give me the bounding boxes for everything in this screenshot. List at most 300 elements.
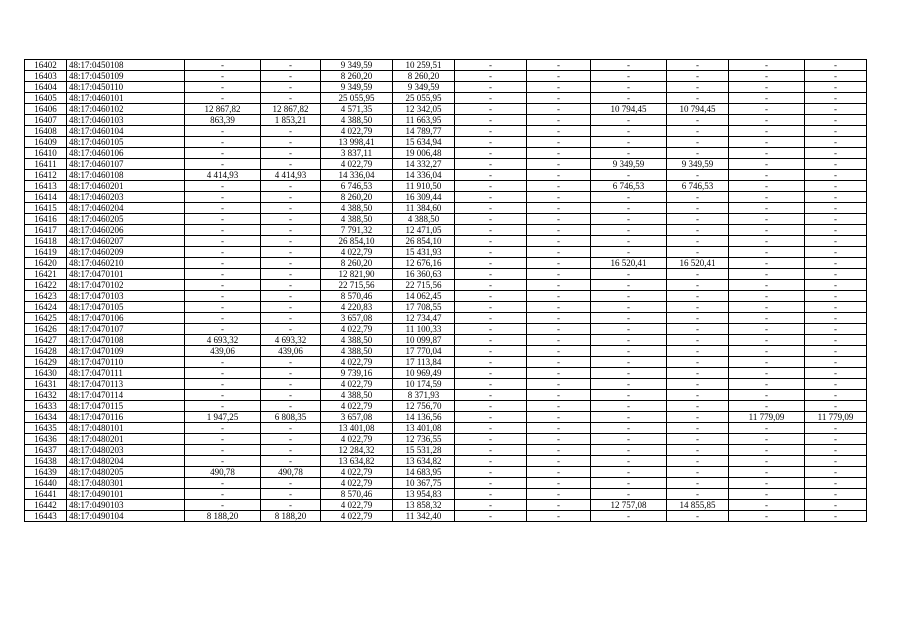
- value-cell: -: [805, 126, 867, 137]
- value-cell: -: [261, 390, 321, 401]
- value-cell: -: [261, 247, 321, 258]
- value-cell: 9 349,59: [321, 60, 393, 71]
- value-cell: -: [805, 247, 867, 258]
- row-number-cell: 16407: [25, 115, 67, 126]
- value-cell: 14 855,85: [667, 500, 729, 511]
- value-cell: -: [729, 181, 805, 192]
- value-cell: -: [261, 357, 321, 368]
- value-cell: -: [261, 291, 321, 302]
- value-cell: -: [527, 313, 591, 324]
- value-cell: -: [591, 247, 667, 258]
- value-cell: -: [667, 335, 729, 346]
- cadastral-number-cell: 48:17:0470115: [67, 401, 185, 412]
- value-cell: -: [261, 181, 321, 192]
- value-cell: -: [185, 379, 261, 390]
- value-cell: 13 401,08: [393, 423, 455, 434]
- value-cell: 490,78: [185, 467, 261, 478]
- value-cell: -: [729, 269, 805, 280]
- value-cell: -: [805, 225, 867, 236]
- value-cell: -: [805, 423, 867, 434]
- value-cell: -: [805, 137, 867, 148]
- value-cell: -: [805, 511, 867, 522]
- value-cell: 16 360,63: [393, 269, 455, 280]
- cadastral-number-cell: 48:17:0460201: [67, 181, 185, 192]
- value-cell: 14 332,27: [393, 159, 455, 170]
- value-cell: -: [261, 423, 321, 434]
- value-cell: 4 388,50: [321, 390, 393, 401]
- row-number-cell: 16415: [25, 203, 67, 214]
- value-cell: -: [261, 148, 321, 159]
- value-cell: -: [667, 115, 729, 126]
- row-number-cell: 16421: [25, 269, 67, 280]
- cadastral-number-cell: 48:17:0450108: [67, 60, 185, 71]
- value-cell: -: [667, 170, 729, 181]
- value-cell: -: [729, 489, 805, 500]
- value-cell: 4 220,83: [321, 302, 393, 313]
- value-cell: -: [185, 456, 261, 467]
- value-cell: -: [455, 225, 527, 236]
- table-row: [25, 104, 867, 115]
- value-cell: -: [591, 291, 667, 302]
- value-cell: -: [591, 445, 667, 456]
- value-cell: -: [455, 115, 527, 126]
- value-cell: -: [591, 137, 667, 148]
- value-cell: 13 858,32: [393, 500, 455, 511]
- value-cell: -: [455, 93, 527, 104]
- value-cell: -: [185, 126, 261, 137]
- value-cell: -: [527, 258, 591, 269]
- value-cell: -: [527, 390, 591, 401]
- value-cell: 8 188,20: [261, 511, 321, 522]
- value-cell: 11 100,33: [393, 324, 455, 335]
- value-cell: 13 954,83: [393, 489, 455, 500]
- value-cell: 8 570,46: [321, 291, 393, 302]
- table-row: [25, 126, 867, 137]
- value-cell: 4 571,35: [321, 104, 393, 115]
- cadastral-number-cell: 48:17:0470107: [67, 324, 185, 335]
- value-cell: -: [455, 71, 527, 82]
- value-cell: -: [591, 379, 667, 390]
- value-cell: -: [527, 489, 591, 500]
- value-cell: -: [805, 357, 867, 368]
- value-cell: 17 708,55: [393, 302, 455, 313]
- value-cell: -: [527, 280, 591, 291]
- row-number-cell: 16443: [25, 511, 67, 522]
- value-cell: -: [455, 181, 527, 192]
- table-row: [25, 192, 867, 203]
- table-row: [25, 148, 867, 159]
- table-row: [25, 390, 867, 401]
- table-row: [25, 269, 867, 280]
- cadastral-number-cell: 48:17:0490101: [67, 489, 185, 500]
- value-cell: -: [185, 324, 261, 335]
- value-cell: -: [729, 60, 805, 71]
- value-cell: 8 188,20: [185, 511, 261, 522]
- value-cell: -: [261, 71, 321, 82]
- value-cell: -: [185, 192, 261, 203]
- value-cell: 15 431,93: [393, 247, 455, 258]
- value-cell: 4 388,50: [321, 214, 393, 225]
- value-cell: -: [667, 71, 729, 82]
- value-cell: -: [805, 368, 867, 379]
- value-cell: -: [261, 280, 321, 291]
- value-cell: -: [455, 60, 527, 71]
- value-cell: -: [591, 170, 667, 181]
- value-cell: -: [185, 214, 261, 225]
- value-cell: -: [455, 467, 527, 478]
- row-number-cell: 16430: [25, 368, 67, 379]
- value-cell: -: [729, 225, 805, 236]
- row-number-cell: 16419: [25, 247, 67, 258]
- row-number-cell: 16434: [25, 412, 67, 423]
- value-cell: -: [185, 247, 261, 258]
- value-cell: -: [185, 390, 261, 401]
- cadastral-number-cell: 48:17:0460107: [67, 159, 185, 170]
- value-cell: -: [527, 214, 591, 225]
- table-row: [25, 82, 867, 93]
- value-cell: 11 779,09: [729, 412, 805, 423]
- value-cell: -: [261, 236, 321, 247]
- value-cell: -: [455, 456, 527, 467]
- value-cell: -: [667, 291, 729, 302]
- value-cell: -: [261, 401, 321, 412]
- value-cell: -: [261, 434, 321, 445]
- value-cell: 10 099,87: [393, 335, 455, 346]
- value-cell: -: [455, 148, 527, 159]
- table-row: [25, 423, 867, 434]
- row-number-cell: 16422: [25, 280, 67, 291]
- cadastral-number-cell: 48:17:0480301: [67, 478, 185, 489]
- cadastral-number-cell: 48:17:0460203: [67, 192, 185, 203]
- value-cell: -: [805, 71, 867, 82]
- value-cell: -: [591, 467, 667, 478]
- value-cell: 4 022,79: [321, 324, 393, 335]
- row-number-cell: 16427: [25, 335, 67, 346]
- value-cell: -: [591, 335, 667, 346]
- value-cell: -: [527, 401, 591, 412]
- value-cell: -: [591, 71, 667, 82]
- value-cell: -: [805, 115, 867, 126]
- value-cell: -: [667, 511, 729, 522]
- cadastral-number-cell: 48:17:0470110: [67, 357, 185, 368]
- value-cell: 4 693,32: [185, 335, 261, 346]
- row-number-cell: 16426: [25, 324, 67, 335]
- cadastral-number-cell: 48:17:0480204: [67, 456, 185, 467]
- value-cell: 10 259,51: [393, 60, 455, 71]
- value-cell: -: [185, 489, 261, 500]
- row-number-cell: 16423: [25, 291, 67, 302]
- value-cell: 16 309,44: [393, 192, 455, 203]
- row-number-cell: 16414: [25, 192, 67, 203]
- value-cell: -: [591, 302, 667, 313]
- value-cell: -: [667, 313, 729, 324]
- value-cell: -: [261, 192, 321, 203]
- value-cell: -: [527, 203, 591, 214]
- value-cell: -: [591, 225, 667, 236]
- value-cell: -: [667, 412, 729, 423]
- value-cell: -: [261, 137, 321, 148]
- row-number-cell: 16438: [25, 456, 67, 467]
- table-row: [25, 93, 867, 104]
- row-number-cell: 16431: [25, 379, 67, 390]
- value-cell: -: [185, 148, 261, 159]
- value-cell: -: [261, 379, 321, 390]
- value-cell: -: [667, 137, 729, 148]
- value-cell: -: [455, 500, 527, 511]
- value-cell: 6 808,35: [261, 412, 321, 423]
- value-cell: -: [455, 82, 527, 93]
- value-cell: -: [805, 170, 867, 181]
- value-cell: -: [729, 203, 805, 214]
- value-cell: -: [261, 60, 321, 71]
- value-cell: -: [527, 291, 591, 302]
- value-cell: -: [805, 258, 867, 269]
- value-cell: -: [527, 148, 591, 159]
- value-cell: 7 791,32: [321, 225, 393, 236]
- row-number-cell: 16417: [25, 225, 67, 236]
- value-cell: -: [667, 236, 729, 247]
- value-cell: -: [455, 357, 527, 368]
- value-cell: -: [261, 489, 321, 500]
- value-cell: -: [591, 401, 667, 412]
- value-cell: 9 739,16: [321, 368, 393, 379]
- row-number-cell: 16413: [25, 181, 67, 192]
- value-cell: -: [667, 456, 729, 467]
- value-cell: -: [455, 126, 527, 137]
- table-row: [25, 225, 867, 236]
- table-row: [25, 500, 867, 511]
- cadastral-number-cell: 48:17:0480203: [67, 445, 185, 456]
- row-number-cell: 16440: [25, 478, 67, 489]
- value-cell: -: [455, 137, 527, 148]
- value-cell: 11 779,09: [805, 412, 867, 423]
- value-cell: -: [591, 456, 667, 467]
- value-cell: -: [455, 247, 527, 258]
- value-cell: -: [591, 346, 667, 357]
- value-cell: -: [455, 280, 527, 291]
- row-number-cell: 16418: [25, 236, 67, 247]
- value-cell: 12 471,05: [393, 225, 455, 236]
- value-cell: -: [455, 269, 527, 280]
- value-cell: 439,06: [185, 346, 261, 357]
- value-cell: -: [527, 104, 591, 115]
- value-cell: -: [591, 60, 667, 71]
- value-cell: -: [805, 280, 867, 291]
- value-cell: -: [455, 390, 527, 401]
- value-cell: -: [527, 302, 591, 313]
- value-cell: -: [729, 247, 805, 258]
- value-cell: -: [185, 269, 261, 280]
- value-cell: -: [185, 291, 261, 302]
- value-cell: -: [185, 357, 261, 368]
- cadastral-number-cell: 48:17:0470113: [67, 379, 185, 390]
- value-cell: 863,39: [185, 115, 261, 126]
- row-number-cell: 16433: [25, 401, 67, 412]
- value-cell: -: [455, 478, 527, 489]
- value-cell: -: [729, 126, 805, 137]
- value-cell: 16 520,41: [591, 258, 667, 269]
- value-cell: -: [185, 181, 261, 192]
- table-row: [25, 368, 867, 379]
- value-cell: -: [455, 236, 527, 247]
- value-cell: -: [729, 434, 805, 445]
- value-cell: -: [591, 82, 667, 93]
- value-cell: -: [805, 379, 867, 390]
- table-row: [25, 445, 867, 456]
- value-cell: -: [185, 500, 261, 511]
- value-cell: -: [185, 137, 261, 148]
- value-cell: -: [261, 313, 321, 324]
- value-cell: -: [591, 269, 667, 280]
- value-cell: -: [527, 247, 591, 258]
- value-cell: 4 022,79: [321, 126, 393, 137]
- value-cell: -: [729, 170, 805, 181]
- row-number-cell: 16442: [25, 500, 67, 511]
- value-cell: -: [805, 60, 867, 71]
- cadastral-number-cell: 48:17:0490104: [67, 511, 185, 522]
- value-cell: -: [805, 456, 867, 467]
- table-row: [25, 346, 867, 357]
- value-cell: 4 022,79: [321, 401, 393, 412]
- value-cell: -: [667, 192, 729, 203]
- row-number-cell: 16428: [25, 346, 67, 357]
- value-cell: 14 789,77: [393, 126, 455, 137]
- value-cell: 14 683,95: [393, 467, 455, 478]
- value-cell: -: [729, 71, 805, 82]
- value-cell: -: [729, 280, 805, 291]
- value-cell: -: [261, 500, 321, 511]
- table-row: [25, 203, 867, 214]
- value-cell: 12 821,90: [321, 269, 393, 280]
- table-row: [25, 489, 867, 500]
- value-cell: -: [729, 148, 805, 159]
- value-cell: -: [455, 214, 527, 225]
- value-cell: -: [591, 280, 667, 291]
- value-cell: -: [185, 313, 261, 324]
- cadastral-number-cell: 48:17:0470108: [67, 335, 185, 346]
- cadastral-number-cell: 48:17:0460210: [67, 258, 185, 269]
- value-cell: -: [729, 291, 805, 302]
- value-cell: -: [667, 401, 729, 412]
- value-cell: -: [185, 434, 261, 445]
- value-cell: -: [527, 324, 591, 335]
- value-cell: -: [527, 368, 591, 379]
- value-cell: 10 969,49: [393, 368, 455, 379]
- value-cell: -: [805, 434, 867, 445]
- row-number-cell: 16406: [25, 104, 67, 115]
- value-cell: 4 388,50: [321, 335, 393, 346]
- value-cell: -: [591, 93, 667, 104]
- cadastral-number-cell: 48:17:0460104: [67, 126, 185, 137]
- value-cell: -: [261, 93, 321, 104]
- value-cell: -: [729, 313, 805, 324]
- value-cell: -: [591, 148, 667, 159]
- value-cell: -: [667, 203, 729, 214]
- value-cell: -: [455, 346, 527, 357]
- value-cell: -: [729, 258, 805, 269]
- table-row: [25, 258, 867, 269]
- value-cell: -: [591, 236, 667, 247]
- value-cell: -: [527, 478, 591, 489]
- value-cell: 19 006,48: [393, 148, 455, 159]
- value-cell: -: [261, 324, 321, 335]
- value-cell: -: [591, 478, 667, 489]
- value-cell: -: [455, 203, 527, 214]
- value-cell: -: [667, 148, 729, 159]
- value-cell: 15 531,28: [393, 445, 455, 456]
- table-row: [25, 60, 867, 71]
- value-cell: -: [591, 412, 667, 423]
- value-cell: -: [805, 181, 867, 192]
- value-cell: -: [805, 478, 867, 489]
- cadastral-number-cell: 48:17:0460207: [67, 236, 185, 247]
- value-cell: -: [591, 324, 667, 335]
- value-cell: 12 867,82: [261, 104, 321, 115]
- table-row: [25, 467, 867, 478]
- value-cell: -: [591, 434, 667, 445]
- value-cell: -: [527, 412, 591, 423]
- value-cell: 4 388,50: [321, 203, 393, 214]
- value-cell: -: [667, 423, 729, 434]
- table-row: [25, 357, 867, 368]
- table-row: [25, 434, 867, 445]
- value-cell: -: [667, 445, 729, 456]
- table-row: [25, 456, 867, 467]
- table-row: [25, 137, 867, 148]
- table-row: [25, 302, 867, 313]
- value-cell: -: [729, 467, 805, 478]
- value-cell: -: [455, 258, 527, 269]
- value-cell: -: [667, 467, 729, 478]
- value-cell: 22 715,56: [321, 280, 393, 291]
- value-cell: -: [805, 335, 867, 346]
- value-cell: -: [805, 269, 867, 280]
- value-cell: -: [261, 445, 321, 456]
- value-cell: 25 055,95: [321, 93, 393, 104]
- value-cell: -: [527, 170, 591, 181]
- value-cell: -: [185, 60, 261, 71]
- value-cell: -: [667, 302, 729, 313]
- value-cell: -: [729, 423, 805, 434]
- value-cell: -: [667, 214, 729, 225]
- cadastral-number-cell: 48:17:0480201: [67, 434, 185, 445]
- value-cell: -: [729, 236, 805, 247]
- value-cell: -: [185, 203, 261, 214]
- value-cell: -: [527, 434, 591, 445]
- value-cell: 439,06: [261, 346, 321, 357]
- table-row: [25, 159, 867, 170]
- table-row: [25, 236, 867, 247]
- value-cell: -: [805, 203, 867, 214]
- value-cell: 4 022,79: [321, 434, 393, 445]
- table-row: [25, 291, 867, 302]
- row-number-cell: 16424: [25, 302, 67, 313]
- cadastral-number-cell: 48:17:0460105: [67, 137, 185, 148]
- value-cell: 8 570,46: [321, 489, 393, 500]
- value-cell: -: [729, 137, 805, 148]
- value-cell: -: [667, 93, 729, 104]
- value-cell: 17 113,84: [393, 357, 455, 368]
- value-cell: 8 260,20: [321, 71, 393, 82]
- value-cell: 12 736,55: [393, 434, 455, 445]
- value-cell: -: [455, 423, 527, 434]
- value-cell: 26 854,10: [321, 236, 393, 247]
- value-cell: 4 022,79: [321, 467, 393, 478]
- value-cell: -: [261, 159, 321, 170]
- value-cell: 4 022,79: [321, 357, 393, 368]
- cadastral-number-cell: 48:17:0470111: [67, 368, 185, 379]
- value-cell: -: [667, 225, 729, 236]
